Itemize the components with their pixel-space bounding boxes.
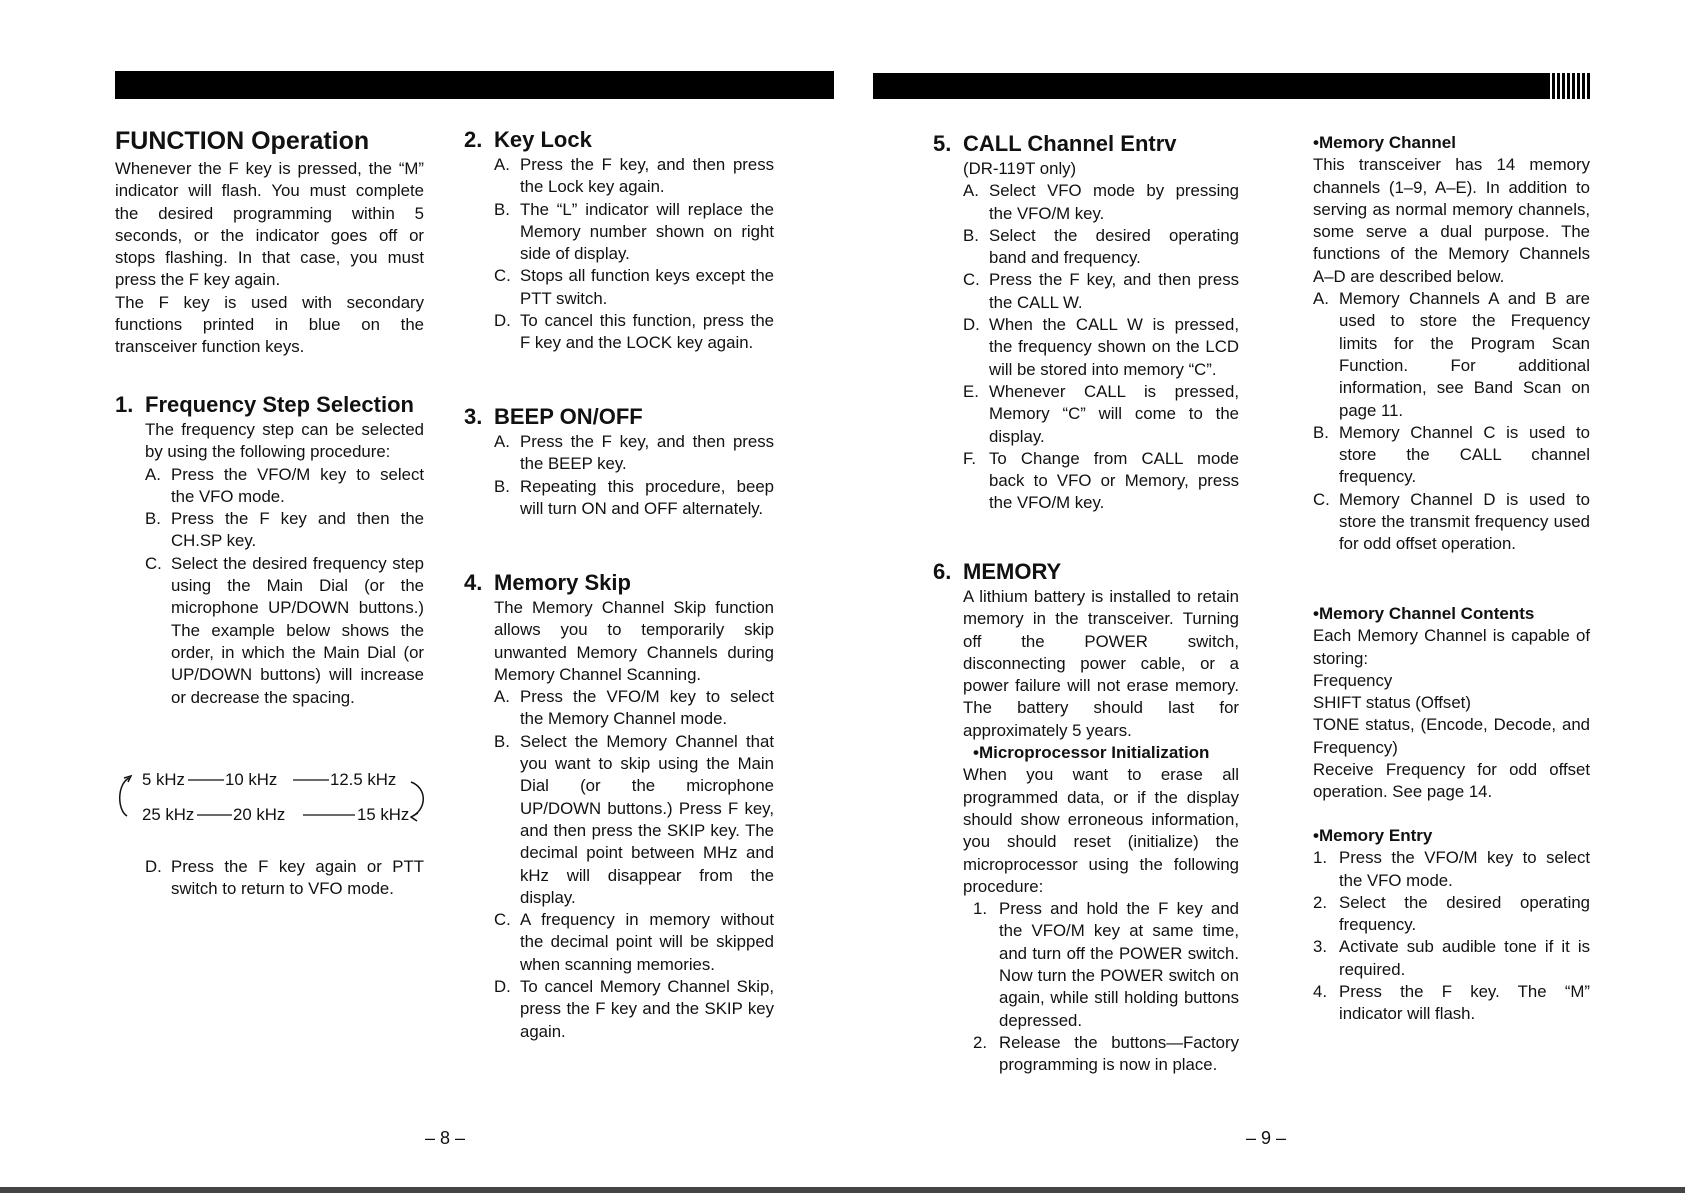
paragraph: The Memory Channel Skip function allows you to temporarily skip unwanted Memory Channels during Memory Channel Scanning. <box>494 598 774 684</box>
item-text: Select the desired operating frequency. <box>1339 892 1590 935</box>
section-heading <box>933 559 1239 585</box>
list-item <box>1313 936 1590 981</box>
subheading: •Memory Channel Contents <box>1313 604 1535 623</box>
item-label: D. <box>145 857 162 876</box>
item-label: 3. <box>1313 937 1327 957</box>
list-item <box>963 314 1239 381</box>
item-text: Press the F key and then the CH.SP key. <box>171 509 424 551</box>
item-label: A. <box>963 181 979 201</box>
item-text: Memory Channel C is used to store the CALL channel frequency. <box>1339 422 1590 487</box>
section-heading <box>464 570 774 596</box>
paragraph: Receive Frequency for odd offset operation. See page 14. <box>1313 760 1590 802</box>
item-label: C. <box>494 266 511 286</box>
item-label: A. <box>494 687 510 707</box>
item-label: E. <box>963 381 979 401</box>
list-item <box>145 508 424 553</box>
section-number: 3. <box>464 404 483 429</box>
item-label: A. <box>494 432 510 451</box>
list-item <box>494 731 774 909</box>
item-label: C. <box>963 270 980 290</box>
page-number-right: – 9 – <box>1246 1128 1287 1148</box>
list-item <box>963 225 1239 270</box>
item-label: B. <box>963 225 979 245</box>
subheading: •Memory Entry <box>1313 826 1433 845</box>
item-text: Press the VFO/M key to select the VFO mode. <box>1339 848 1590 890</box>
item-label: B. <box>1313 422 1329 442</box>
list-item <box>494 476 774 521</box>
step-label: 15 kHz <box>357 805 410 824</box>
page-number-left: – 8 – <box>425 1128 466 1148</box>
section <box>115 392 424 709</box>
list-item <box>145 856 424 901</box>
item-label: 1. <box>973 899 987 919</box>
item-label: D. <box>494 977 511 997</box>
list-item <box>1313 847 1590 892</box>
item-text: Press the F key, and then press the Lock key again. <box>520 155 774 197</box>
intro-paragraph: The F key is used with secondary functions printed in blue on the transceiver function keys. <box>115 292 424 357</box>
item-text: Press the F key, and then press the BEEP key. <box>520 432 774 474</box>
item-label: C. <box>494 910 511 930</box>
list-item <box>963 269 1239 314</box>
item-text: Memory Channels A and B are used to store the Frequency limits for the Program Scan Function. For additional information, see Band Scan on page 11. <box>1339 289 1590 420</box>
list-item <box>494 976 774 1043</box>
section-title: Frequency Step Selection <box>145 392 414 417</box>
list-item <box>973 1032 1239 1077</box>
list-item <box>494 431 774 476</box>
paragraph: When you want to erase all programmed data, or if the display should show erroneous information, you should reset (initialize) the microprocessor using the following procedure: <box>963 765 1239 896</box>
item-label: A. <box>494 155 510 174</box>
item-label: C. <box>145 553 162 573</box>
paragraph: This transceiver has 14 memory channels (1–9, A–E). In addition to serving as normal memory channels, some serve a dual purpose. The functions of the Memory Channels A–D are described below. <box>1313 155 1590 286</box>
item-text: Press and hold the F key and the VFO/M key at same time, and turn off the POWER switch. Now turn the POWER switch on again, while still holding buttons depressed. <box>999 899 1239 1030</box>
step-label: 10 kHz <box>225 770 278 789</box>
list-item <box>973 898 1239 1032</box>
item-text: Select the desired operating band and frequency. <box>989 225 1239 268</box>
list-item <box>494 686 774 731</box>
list-item <box>494 265 774 310</box>
item-label: B. <box>494 731 510 751</box>
item-label: A. <box>1313 289 1329 309</box>
page-title: FUNCTION Operation <box>115 127 370 155</box>
item-text: Stops all function keys except the PTT switch. <box>520 266 774 308</box>
section <box>464 404 774 520</box>
paragraph: A lithium battery is installed to retain memory in the transceiver. Turning off the POWER switch, disconnecting power cable, or a power failure will not erase memory. The battery should last for approximately 5 years. <box>963 587 1239 740</box>
step-label: 20 kHz <box>233 805 286 824</box>
item-label: 1. <box>1313 848 1327 868</box>
item-label: B. <box>494 476 510 496</box>
section-heading <box>464 404 774 430</box>
item-text: To Change from CALL mode back to VFO or Memory, press the VFO/M key. <box>989 448 1239 513</box>
section <box>1313 825 1590 1026</box>
paragraph: Frequency <box>1313 670 1393 690</box>
section-number: 4. <box>464 570 483 595</box>
section-heading <box>464 127 774 153</box>
section <box>933 559 1239 1077</box>
step-label: 5 kHz <box>142 770 185 789</box>
list-item <box>1313 489 1590 556</box>
item-label: 4. <box>1313 982 1327 1002</box>
item-label: 2. <box>973 1032 987 1052</box>
item-label: F. <box>963 448 977 468</box>
item-text: Select VFO mode by pressing the VFO/M key. <box>989 181 1239 223</box>
section <box>1313 132 1590 556</box>
item-label: D. <box>494 311 511 331</box>
section-number: 1. <box>115 392 134 417</box>
section <box>464 127 774 355</box>
item-label: B. <box>494 199 510 219</box>
step-label: 25 kHz <box>142 805 195 824</box>
paragraph: TONE status, (Encode, Decode, and Frequency) <box>1313 715 1590 757</box>
paragraph: The frequency step can be selected by using the following procedure: <box>145 420 424 462</box>
page-edge <box>0 1187 1685 1193</box>
item-text: To cancel this function, press the F key and the LOCK key again. <box>520 311 774 353</box>
item-text: Memory Channel D is used to store the transmit frequency used for odd offset operation. <box>1339 489 1590 554</box>
section-title: Memory Skip <box>494 570 631 595</box>
item-text: Press the F key. The “M” indicator will flash. <box>1339 982 1590 1024</box>
header-bar-right <box>873 73 1547 99</box>
paragraph: Each Memory Channel is capable of storing: <box>1313 626 1590 668</box>
list-item <box>963 180 1239 225</box>
list-item <box>145 553 424 709</box>
section-title: MEMORY <box>963 559 1062 584</box>
section-title: Key Lock <box>494 127 592 152</box>
section <box>933 131 1239 515</box>
item-label: D. <box>963 315 980 335</box>
section <box>145 856 424 901</box>
item-label: C. <box>1313 489 1330 509</box>
header-bar-left <box>115 71 834 99</box>
list-item <box>1313 981 1590 1026</box>
section-heading <box>933 131 1239 157</box>
item-text: Press the F key, and then press the CALL W. <box>989 270 1239 312</box>
item-text: A frequency in memory without the decimal point will be skipped when scanning memories. <box>520 910 774 974</box>
section <box>464 570 774 1043</box>
item-text: Release the buttons—Factory programming is now in place. <box>999 1032 1239 1075</box>
item-label: 2. <box>1313 892 1327 912</box>
list-item <box>1313 288 1590 422</box>
intro-paragraph: Whenever the F key is pressed, the “M” indicator will flash. You must complete the desired programming within 5 seconds, or the indicator goes off or stops flashing. In that case, you must press the F key again. <box>115 159 424 290</box>
step-label: 12.5 kHz <box>330 770 397 789</box>
list-item <box>1313 892 1590 937</box>
item-text: Whenever CALL is pressed, Memory “C” will come to the display. <box>989 381 1239 446</box>
item-text: Press the VFO/M key to select the VFO mode. <box>171 464 424 506</box>
section-title: CALL Channel Entrv <box>963 131 1177 156</box>
list-item <box>1313 422 1590 489</box>
item-text: Select the desired frequency step using the Main Dial (or the microphone UP/DOWN buttons.) The example below shows the order, in which the Main Dial (or UP/DOWN buttons) will increase or decrease the spacing. <box>171 553 424 707</box>
subheading: •Memory Channel <box>1313 133 1456 152</box>
section-title: BEEP ON/OFF <box>494 404 643 429</box>
item-text: Press the VFO/M key to select the Memory Channel mode. <box>520 687 774 729</box>
item-text: The “L” indicator will replace the Memory number shown on right side of display. <box>520 199 774 264</box>
subheading: •Microprocessor Initialization <box>973 743 1210 763</box>
section-number: 2. <box>464 127 483 152</box>
list-item <box>494 310 774 355</box>
item-label: A. <box>145 464 161 484</box>
frequency-step-diagram <box>115 766 435 832</box>
section-number: 5. <box>933 131 952 156</box>
list-item <box>494 909 774 976</box>
item-text: Activate sub audible tone if it is required. <box>1339 937 1590 979</box>
paragraph: (DR-119T only) <box>963 159 1077 178</box>
item-label: B. <box>145 509 161 529</box>
item-text: When the CALL W is pressed, the frequency shown on the LCD will be stored into memory “C”. <box>989 315 1239 379</box>
list-item <box>963 448 1239 515</box>
paragraph: SHIFT status (Offset) <box>1313 693 1471 713</box>
section <box>1313 603 1590 804</box>
list-item <box>145 464 424 509</box>
item-text: Select the Memory Channel that you want to skip using the Main Dial (or the microphone UP/DOWN buttons.) Press F key, and then press the SKIP key. The decimal point between MHz and kHz will disappear from the display. <box>520 731 774 907</box>
list-item <box>494 154 774 199</box>
item-text: To cancel Memory Channel Skip, press the F key and the SKIP key again. <box>520 977 774 1041</box>
intro-block <box>115 126 424 359</box>
item-text: Repeating this procedure, beep will turn ON and OFF alternately. <box>520 476 774 518</box>
section-heading <box>115 392 424 418</box>
section-number: 6. <box>933 559 952 584</box>
list-item <box>494 199 774 266</box>
barcode-mark <box>1547 73 1592 99</box>
list-item <box>963 381 1239 448</box>
item-text: Press the F key again or PTT switch to return to VFO mode. <box>171 857 424 899</box>
